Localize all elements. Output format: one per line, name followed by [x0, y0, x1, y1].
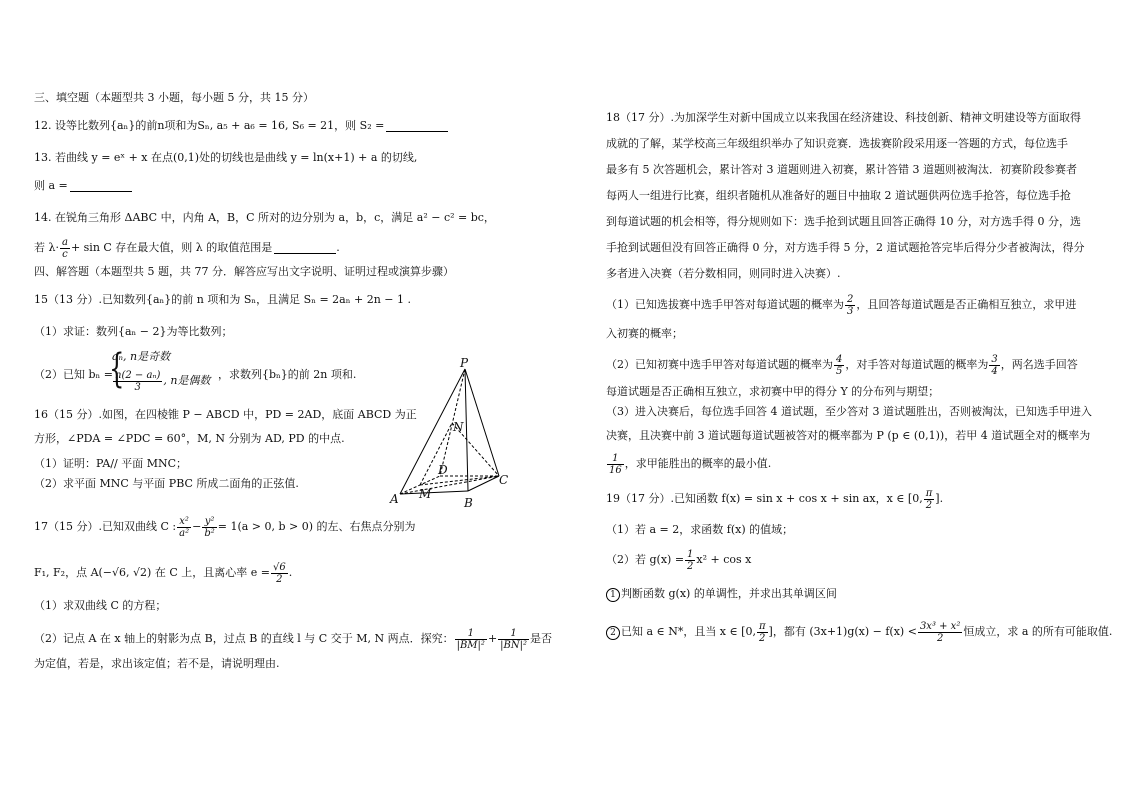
- question-18-part1-line2: 入初赛的概率；: [606, 327, 683, 340]
- question-17-line2: F₁, F₂，点 A(−√6, √2) 在 C 上，且离心率 e = $\frac{√6}{2}$ .: [34, 561, 293, 585]
- vertex-label-N: N: [453, 420, 464, 434]
- question-16-line2: 方形，∠PDA = ∠PDC = 60°，M, N 分别为 AD, PD 的中点.: [34, 432, 345, 445]
- question-text: F₁, F₂，点 A(−√6, √2) 在 C 上，且离心率 e =: [34, 566, 270, 579]
- question-17-part1: （1）求双曲线 C 的方程；: [34, 599, 167, 612]
- question-text: .如图，在四棱锥 P − ABCD 中，PD = 2AD，底面 ABCD 为正: [98, 408, 417, 421]
- question-text: .已知双曲线 C :: [98, 520, 177, 533]
- question-16-part2: （2）求平面 MNC 与平面 PBC 所成二面角的正弦值.: [34, 477, 299, 490]
- question-text: = 1(a > 0, b > 0) 的左、右焦点分别为: [217, 520, 416, 533]
- question-18: [606, 110, 1081, 126]
- vertex-label-M: M: [419, 487, 432, 501]
- question-number: 12.: [34, 119, 52, 132]
- question-18-line: 多者进入决赛（若分数相同，则同时进入决赛）.: [606, 267, 841, 280]
- vertex-label-B: B: [464, 496, 473, 510]
- question-15-part2-prefix: （2）已知 bₙ =: [34, 368, 114, 381]
- section-3-title: 三、填空题（本题型共 3 小题，每小题 5 分，共 15 分）: [34, 91, 314, 104]
- question-15-part1: （1）求证：数列{aₙ − 2}为等比数列；: [34, 325, 233, 338]
- question-19-sub1: 1 判断函数 g(x) 的单调性，并求出其单调区间: [606, 586, 837, 602]
- question-text: （2）记点 A 在 x 轴上的射影为点 B，过点 B 的直线 l 与 C 交于 M, N 两点．探究：: [34, 632, 454, 645]
- question-text: 若 λ·: [34, 241, 59, 254]
- question-18-line: 到每道试题的机会相等，得分规则如下：选手抢到试题且回答正确得 10 分，对方选手得 0 分，选: [606, 215, 1081, 228]
- piecewise-brace: {: [109, 346, 125, 392]
- question-18-part2-line2: 每道试题是否正确相互独立，求初赛中甲的得分 Y 的分布列与期望；: [606, 385, 940, 398]
- circled-number: 1: [606, 588, 620, 602]
- question-18-line: 成就的了解，某学校高三年级组织举办了知识竞赛．选拔赛阶段采用逐一答题的方式，每位选手: [606, 137, 1068, 150]
- vertex-label-P: P: [460, 356, 469, 370]
- question-15-part2-suffix: ，求数列{bₙ}的前 2n 项和.: [218, 368, 357, 381]
- question-18-part3: （3）进入决赛后，每位选手回答 4 道试题，至少答对 3 道试题胜出，否则被淘汰，已知选手甲进入: [606, 405, 1092, 418]
- question-number: 15（13 分）: [34, 293, 99, 306]
- question-text: 是否: [530, 632, 553, 645]
- question-13-line2: [34, 178, 132, 194]
- question-13: [34, 150, 417, 166]
- question-number: 18（17 分）: [606, 111, 671, 124]
- answer-blank[interactable]: [386, 119, 448, 132]
- question-19-sub2: 2 已知 a ∈ N*，且当 x ∈ [0, $\frac{\pi}{2}$ ]，都有 (3x+1)g(x) − f(x) < $\frac{\text{3x³ + x²}}{2}$ 恒成立，求 a 的所有可能取值.: [606, 618, 1112, 646]
- piecewise-case-odd: aₙ, n是奇数: [112, 350, 171, 363]
- question-18-line: 手抢到试题但没有回答正确得 0 分，对方选手得 5 分，2 道试题抢答完毕后得分少者被淘汰，得分: [606, 241, 1085, 254]
- question-19: 19（17 分）.已知函数 f(x) = sin x + cos x + sin ax，x ∈ [0, $\frac{\pi}{2}$ ].: [606, 487, 944, 511]
- section-4-title: 四、解答题（本题型共 5 题，共 77 分．解答应写出文字说明、证明过程或演算步骤）: [34, 265, 454, 278]
- answer-blank[interactable]: [274, 241, 336, 254]
- piecewise-case-even: $\frac{\text{n(2 − aₙ)}}{3}$ , n是偶数: [115, 369, 211, 393]
- question-text: 若曲线 y = eˣ + x 在点(0,1)处的切线也是曲线 y = ln(x+1) + a 的切线,: [55, 151, 418, 164]
- question-18-line: 每两人一组进行比赛，组织者随机从准备好的题目中抽取 2 道试题供两位选手抢答，每位选手抢: [606, 189, 1071, 202]
- question-number: 16（15 分）: [34, 408, 99, 421]
- answer-blank[interactable]: [70, 179, 132, 192]
- question-18-part1: （1）已知选拔赛中选手甲答对每道试题的概率为 $\frac{2}{3}$ ，且回答每道试题是否正确相互独立，求甲进: [606, 293, 1077, 317]
- pyramid-figure: [388, 355, 518, 515]
- question-19-part2: （2）若 g(x) = $\frac{1}{2}$ x² + cos x: [606, 548, 752, 572]
- question-text: 则 a =: [34, 179, 68, 192]
- question-12: [34, 118, 448, 134]
- question-17-part2: （2）记点 A 在 x 轴上的射影为点 B，过点 B 的直线 l 与 C 交于 M, N 两点．探究： $\frac{1}{\text{|BM|²}}$ + $\frac{1}{\text{|BN|²}}$ 是否: [34, 627, 553, 651]
- question-text: 设等比数列{aₙ}的前n项和为Sₙ, a₅ + a₆ = 16, S₆ = 21，则 S₂ =: [55, 119, 385, 132]
- vertex-label-C: C: [499, 473, 509, 487]
- question-text: .为加深学生对新中国成立以来我国在经济建设、科技创新、精神文明建设等方面取得: [670, 111, 1081, 124]
- question-15: [34, 292, 411, 308]
- question-16-part1: （1）证明：PA// 平面 MNC；: [34, 457, 188, 470]
- question-14: [34, 210, 495, 226]
- question-text: .已知函数 f(x) = sin x + cos x + sin ax，x ∈ [0,: [670, 492, 923, 505]
- question-18-part3-line3: $\frac{1}{16}$ ，求甲能胜出的概率的最小值.: [609, 452, 772, 476]
- question-number: 17（15 分）: [34, 520, 99, 533]
- question-17-part2-line2: 为定值，若是，求出该定值；若不是，请说明理由.: [34, 657, 280, 670]
- question-18-part2: （2）已知初赛中选手甲答对每道试题的概率为 $\frac{4}{5}$ ，对手答对每道试题的概率为 $\frac{3}{4}$ ，两名选手回答: [606, 353, 1078, 377]
- vertex-label-A: A: [390, 492, 399, 506]
- question-18-part3-line2: 决赛，且决赛中前 3 道试题每道试题被答对的概率都为 P (p ∈ (0,1))，若甲 4 道试题全对的概率为: [606, 429, 1091, 442]
- question-18-line: 最多有 5 次答题机会，累计答对 3 道题则进入初赛，累计答错 3 道题则被淘汰．初赛阶段参赛者: [606, 163, 1077, 176]
- question-17: 17（15 分）.已知双曲线 C : $\frac{\text{x²}}{\text{a²}}$ − $\frac{\text{y²}}{\text{b²}}$ = 1(a > 0, b > 0) 的左、右焦点分别为: [34, 515, 416, 539]
- fraction: $\frac{a}{c}$: [61, 236, 68, 260]
- question-number: 19（17 分）: [606, 492, 671, 505]
- question-number: 14.: [34, 211, 52, 224]
- question-19-part1: （1）若 a = 2，求函数 f(x) 的值域；: [606, 523, 794, 536]
- question-14-line2: 若 λ· $\frac{a}{c}$ + sin C 存在最大值，则 λ 的取值范围是 .: [34, 236, 340, 260]
- question-text: .已知数列{aₙ}的前 n 项和为 Sₙ，且满足 Sₙ = 2aₙ + 2n − 1 .: [98, 293, 411, 306]
- vertex-label-D: D: [438, 463, 448, 477]
- question-16: [34, 407, 417, 423]
- question-number: 13.: [34, 151, 52, 164]
- circled-number: 2: [606, 626, 620, 640]
- question-text: + sin C 存在最大值，则 λ 的取值范围是: [70, 241, 273, 254]
- question-text: 在锐角三角形 ΔABC 中，内角 A，B，C 所对的边分别为 a，b，c，满足 a² − c² = bc，: [55, 211, 495, 224]
